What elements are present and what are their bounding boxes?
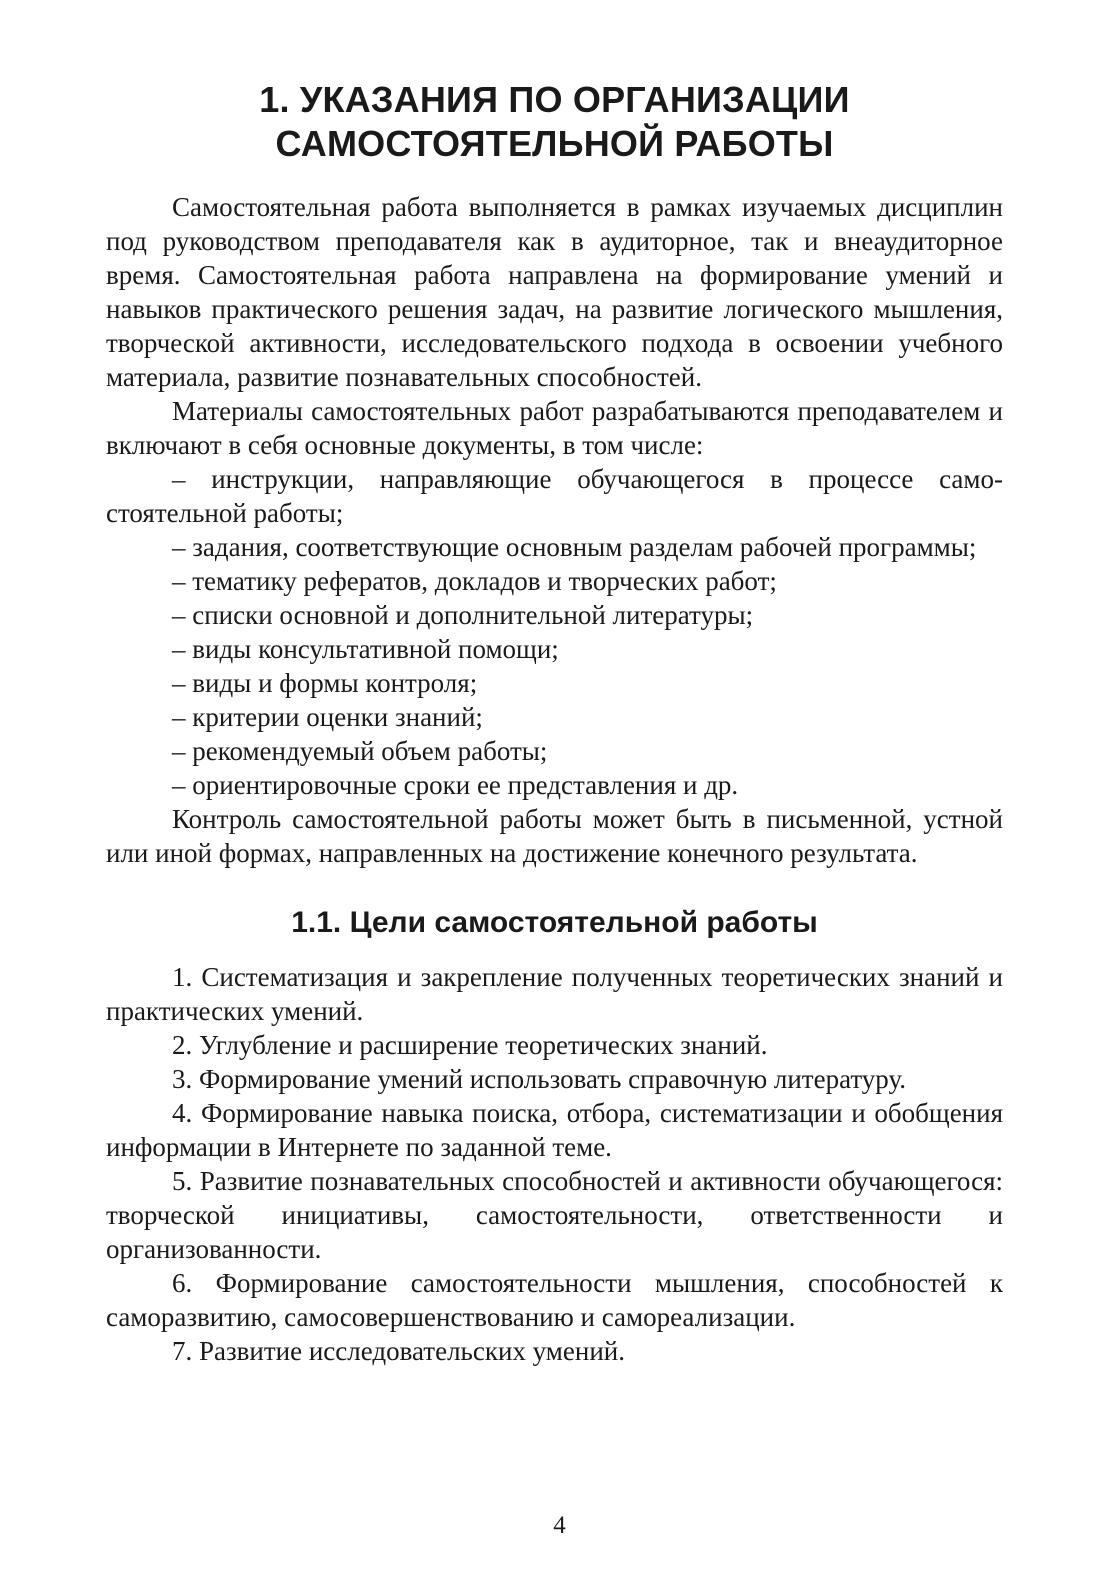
page-content [106, 78, 1003, 1368]
list-item: – ориентировочные сроки ее представления и др. [172, 770, 739, 800]
goals-list [106, 960, 1003, 1368]
goal-item: 7. Развитие исследовательских умений. [172, 1336, 625, 1366]
chapter-title [106, 78, 1003, 166]
goal-item: 4. Формирование навыка поиска, отбора, систематизации и обобщения информации в Интернете по заданной теме. [106, 1098, 1003, 1162]
page-number: 4 [553, 1512, 566, 1539]
list-item: – списки основной и дополнительной литературы; [172, 600, 754, 630]
list-item: – инструкции, направляющие обучающегося в процессе самостоятельной работы; [106, 464, 1003, 528]
goal-item: 1. Систематизация и закрепление полученных теоретических знаний и практических умений. [106, 962, 1003, 1026]
intro-paragraph-1: Самостоятельная работа выполняется в рамках изучаемых дисциплин под руководством преподавателя как в аудиторное, так и внеаудиторное время. Самостоятельная работа направлена на формирование умений и навыков практического решения задач, на развитие логического мышления, творческой активности, исследовательского подхода в освоении учебного материала, развитие познавательных способностей. [106, 192, 1003, 392]
list-item: – задания, соответствующие основным разделам рабочей программы; [172, 532, 977, 562]
section-title: 1.1. Цели самостоятельной работы [291, 906, 818, 939]
list-item: – критерии оценки знаний; [172, 702, 483, 732]
goal-item: 3. Формирование умений использовать справочную литературу. [172, 1064, 906, 1094]
goal-item: 2. Углубление и расширение теоретических знаний. [172, 1030, 768, 1060]
intro-paragraph-2: Материалы самостоятельных работ разрабатываются преподавателем и включают в себя основные документы, в том числе: [106, 396, 1003, 460]
list-item: – виды и формы контроля; [172, 668, 478, 698]
list-item: – рекомендуемый объем работы; [172, 736, 548, 766]
list-item: – тематику рефератов, докладов и творческих работ; [172, 566, 777, 596]
chapter-title-line-1: 1. УКАЗАНИЯ ПО ОРГАНИЗАЦИИ [259, 79, 850, 120]
list-item: – виды консультативной помощи; [172, 634, 559, 664]
intro-paragraph-3: Контроль самостоятельной работы может быть в письменной, устной или иной формах, направленных на достижение конечного результата. [106, 804, 1003, 868]
materials-list [106, 462, 1003, 802]
chapter-title-line-2: САМОСТОЯТЕЛЬНОЙ РАБОТЫ [275, 123, 834, 164]
goal-item: 5. Развитие познавательных способностей и активности обучающегося: творческой инициативы, самостоятельности, ответственности и организованности. [106, 1166, 1003, 1264]
goal-item: 6. Формирование самостоятельности мышления, способностей к саморазвитию, самосовершенствованию и самореализации. [106, 1268, 1003, 1332]
